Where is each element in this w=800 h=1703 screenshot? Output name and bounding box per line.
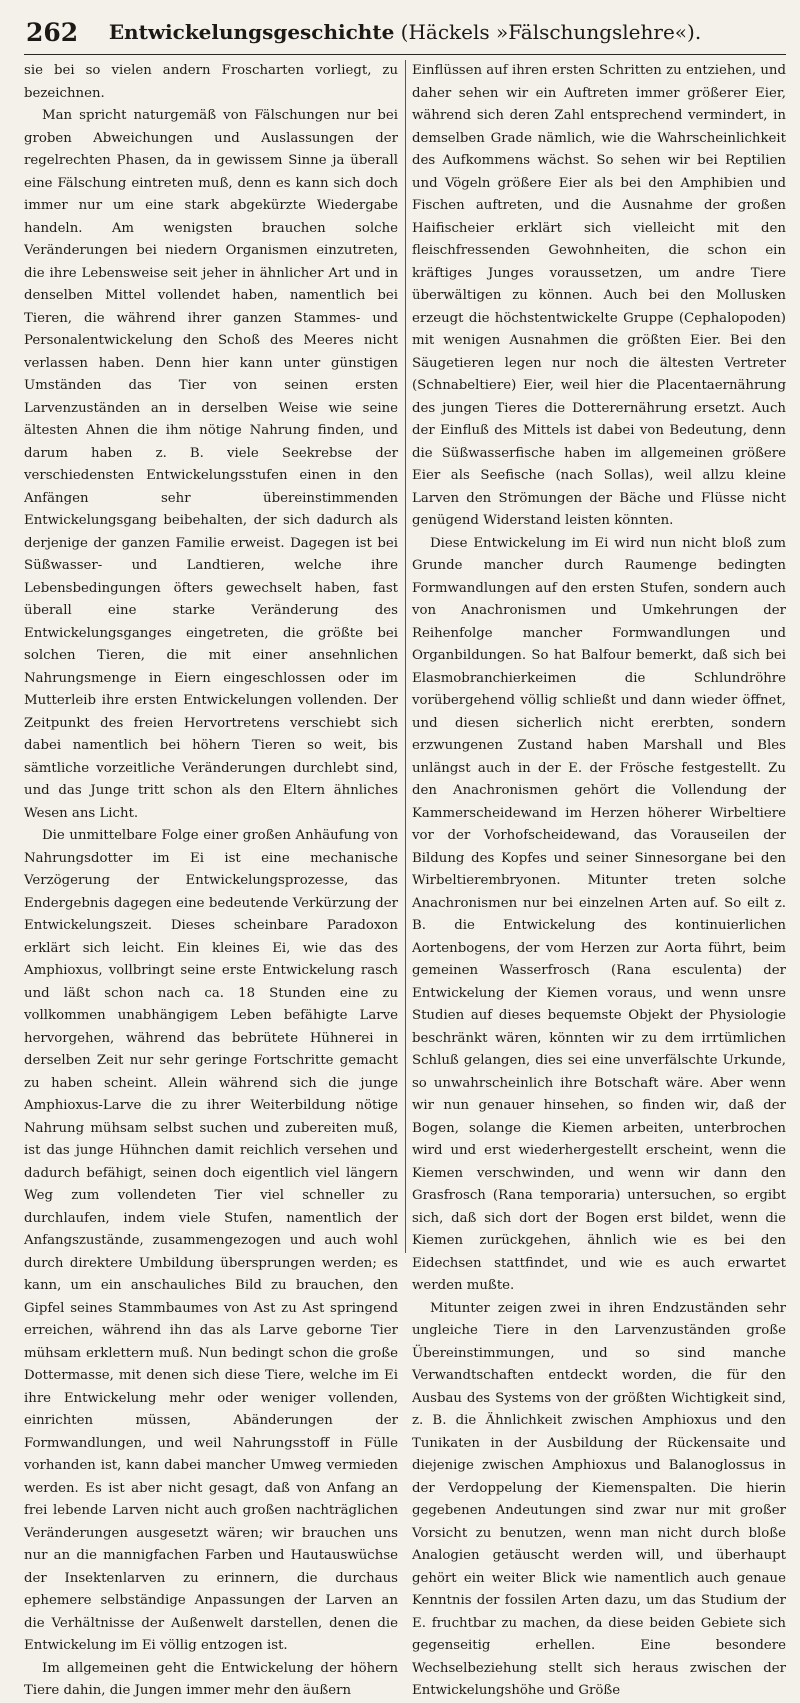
paragraph: sie bei so vielen andern Froscharten vorliegt, zu bezeichnen. <box>24 63 399 101</box>
paragraph: Im allgemeinen geht die Entwickelung der höhern Tiere dahin, die Jungen immer mehr den äußern <box>24 1660 399 1698</box>
running-head-title: Entwickelungsgeschichte <box>108 20 395 44</box>
page-number: 262 <box>26 18 79 47</box>
running-head-subtitle: (Häckels »Fälschungslehre«). <box>400 20 702 44</box>
paragraph: Diese Entwickelung im Ei wird nun nicht bloß zum Grunde mancher durch Raumenge bedingten Formwandlungen auf den ersten Stufen, sondern auch von Anachronismen und Umkehrungen der Reihenfolge mancher Formwandlungen und Organbildungen. So hat Balfour bemerkt, daß sich bei Elasmobranchierkeimen die Schlundröhre vorübergehend völlig schließt und dann wieder öffnet, und diesen sicherlich nicht ererbten, sondern erzwungenen Zustand haben Marshall und Bles unlängst auch in der E. der Frösche festgestellt. Zu den Anachronismen gehört die Vollendung der Kammerscheidewand im Herzen höherer Wirbeltiere vor der Vorhofscheidewand, das Vorauseilen der Bildung des Kopfes und seiner Sinnesorgane bei den Wirbeltierembryonen. Mitunter treten solche Anachronismen nur bei einzelnen Arten auf. So eilt z. B. die Entwickelung des kontinuierlichen Aortenbogens, der vom Herzen zur Aorta führt, beim gemeinen Wasserfrosch (Rana esculenta) der Entwickelung der Kiemen voraus, und wenn unsre Studien auf dieses bequemste Objekt der Physiologie beschränkt wären, könnten wir zu dem irrtümlichen Schluß gelangen, dies sei eine unverfälschte Urkunde, so unwahrscheinlich ihre Botschaft wäre. Aber wenn wir nun genauer hinsehen, so finden wir, daß der Bogen, solange die Kiemen arbeiten, unterbrochen wird und erst wiederhergestellt erscheint, wenn die Kiemen verschwinden, und wenn wir dann den Grasfrosch (Rana temporaria) untersuchen, so ergibt sich, daß sich dort der Bogen erst bildet, wenn die Kiemen zurückgehen, ähnlich wie es bei den Eidechsen stattfindet, und wie es auch erwartet werden mußte. <box>411 535 786 1293</box>
left-column <box>24 60 399 1698</box>
paragraph: Mitunter zeigen zwei in ihren Endzuständen sehr ungleiche Tiere in den Larvenzuständen große Übereinstimmungen, und so sind manche Verwandtschaften entdeckt worden, die für den Ausbau des Systems von der größten Wichtigkeit sind, z. B. die Ähnlichkeit zwischen Amphioxus und den Tunikaten in der Ausbildung der Rückensaite und diejenige zwischen Amphioxus und Balanoglossus in der Verdoppelung der Kiemenspalten. Die hierin gegebenen Andeutungen sind zwar nur mit großer Vorsicht zu benutzen, wenn man nicht durch bloße Analogien getäuscht werden will, und überhaupt gehört ein weiter Blick wie namentlich auch genaue Kenntnis der fossilen Arten dazu, um das Studium der E. fruchtbar zu machen, da diese beiden Gebiete sich gegenseitig erhellen. Eine besondere Wechselbeziehung stellt sich heraus zwischen der Entwickelungshöhe und Größe <box>411 1300 786 1698</box>
running-head <box>24 20 786 44</box>
paragraph: Die unmittelbare Folge einer großen Anhäufung von Nahrungsdotter im Ei ist eine mechanische Verzögerung der Entwickelungsprozesse, das Endergebnis dagegen eine bedeutende Verkürzung der Entwickelungszeit. Dieses scheinbare Paradoxon erklärt sich leicht. Ein kleines Ei, wie das des Amphioxus, vollbringt seine erste Entwickelung rasch und läßt schon nach ca. 18 Stunden eine zu vollkommen unabhängigem Leben befähigte Larve hervorgehen, während das bebrütete Hühnerei in derselben Zeit nur sehr geringe Fortschritte gemacht zu haben scheint. Allein während sich die junge Amphioxus-Larve die zu ihrer Weiterbildung nötige Nahrung mühsam selbst suchen und zubereiten muß, ist das junge Hühnchen damit reichlich versehen und dadurch befähigt, seinen doch eigentlich viel längern Weg zum vollendeten Tier viel schneller zu durchlaufen, indem viele Stufen, namentlich der Anfangszustände, zusammengezogen und auch wohl durch direktere Umbildung übersprungen werden; es kann, um ein anschauliches Bild zu brauchen, den Gipfel seines Stammbaumes von Ast zu Ast springend erreichen, während ihn das als Larve geborne Tier mühsam erklettern muß. Nun bedingt schon die große Dottermasse, mit denen sich diese Tiere, welche im Ei ihre Entwickelung mehr oder weniger vollenden, einrichten müssen, Abänderungen der Formwandlungen, und weil Nahrungsstoff in Fülle vorhanden ist, kann dabei mancher Umweg vermieden werden. Es ist aber nicht gesagt, daß von Anfang an frei lebende Larven nicht auch großen nachträglichen Veränderungen ausgesetzt wären; wir brauchen uns nur an die mannigfachen Farben und Hautauswüchse der Insektenlarven zu erinnern, die durchaus ephemere selbständige Anpassungen der Larven an die Verhältnisse der Außenwelt darstellen, denen die Entwickelung im Ei völlig entzogen ist. <box>24 828 399 1653</box>
text-columns <box>24 60 786 1698</box>
column-rule <box>398 60 412 1253</box>
paragraph: Einflüssen auf ihren ersten Schritten zu entziehen, und daher sehen wir ein Auftreten immer größerer Eier, während sich deren Zahl entsprechend vermindert, in demselben Grade nämlich, wie die Wahrscheinlichkeit des Aufkommens wächst. So sehen wir bei Reptilien und Vögeln größere Eier als bei den Amphibien und Fischen auftreten, und die Ausnahme der großen Haifischeier erklärt sich vielleicht mit den fleischfressenden Gewohnheiten, die schon ein kräftiges Junges voraussetzen, um andre Tiere überwältigen zu können. Auch bei den Mollusken erzeugt die höchstentwickelte Gruppe (Cephalopoden) mit wenigen Ausnahmen die größten Eier. Bei den Säugetieren legen nur noch die ältesten Vertreter (Schnabeltiere) Eier, weil hier die Placentaernährung des jungen Tieres die Dotterernährung ersetzt. Auch der Einfluß des Mittels ist dabei von Bedeutung, denn die Süßwasserfische haben im allgemeinen größere Eier als Seefische (nach Sollas), weil allzu kleine Larven den Strömungen der Bäche und Flüsse nicht genügend Widerstand leisten könnten. <box>411 63 786 528</box>
right-column <box>411 60 786 1698</box>
page-header <box>24 14 786 55</box>
paragraph: Man spricht naturgemäß von Fälschungen nur bei groben Abweichungen und Auslassungen der regelrechten Phasen, da in gewissem Sinne ja überall eine Fälschung eintreten muß, denn es kann sich doch immer nur um eine stark abgekürzte Wiedergabe handeln. Am wenigsten brauchen solche Veränderungen bei niedern Organismen einzutreten, die ihre Lebensweise seit jeher in ähnlicher Art und in denselben Mittel vollendet haben, namentlich bei Tieren, die während ihrer ganzen Stammes- und Personalentwickelung den Schoß des Meeres nicht verlassen haben. Denn hier kann unter günstigen Umständen das Tier von seinen ersten Larvenzuständen an in derselben Weise wie seine ältesten Ahnen die ihm nötige Nahrung finden, und darum haben z. B. viele Seekrebse der verschiedensten Entwickelungsstufen einen in den Anfängen sehr übereinstimmenden Entwickelungsgang beibehalten, der sich dadurch als derjenige der ganzen Familie erweist. Dagegen ist bei Süßwasser- und Landtieren, welche ihre Lebensbedingungen öfters gewechselt haben, fast überall eine starke Veränderung des Entwickelungsganges eingetreten, die größte bei solchen Tieren, die mit einer ansehnlichen Nahrungsmenge in Eiern eingeschlossen oder im Mutterleib ihre ersten Entwickelungen vollenden. Der Zeitpunkt des freien Hervortretens verschiebt sich dabei namentlich bei höhern Tieren so weit, bis sämtliche vorzeitliche Veränderungen durchlebt sind, und das Junge tritt schon als den Eltern ähnliches Wesen ans Licht. <box>24 108 399 821</box>
